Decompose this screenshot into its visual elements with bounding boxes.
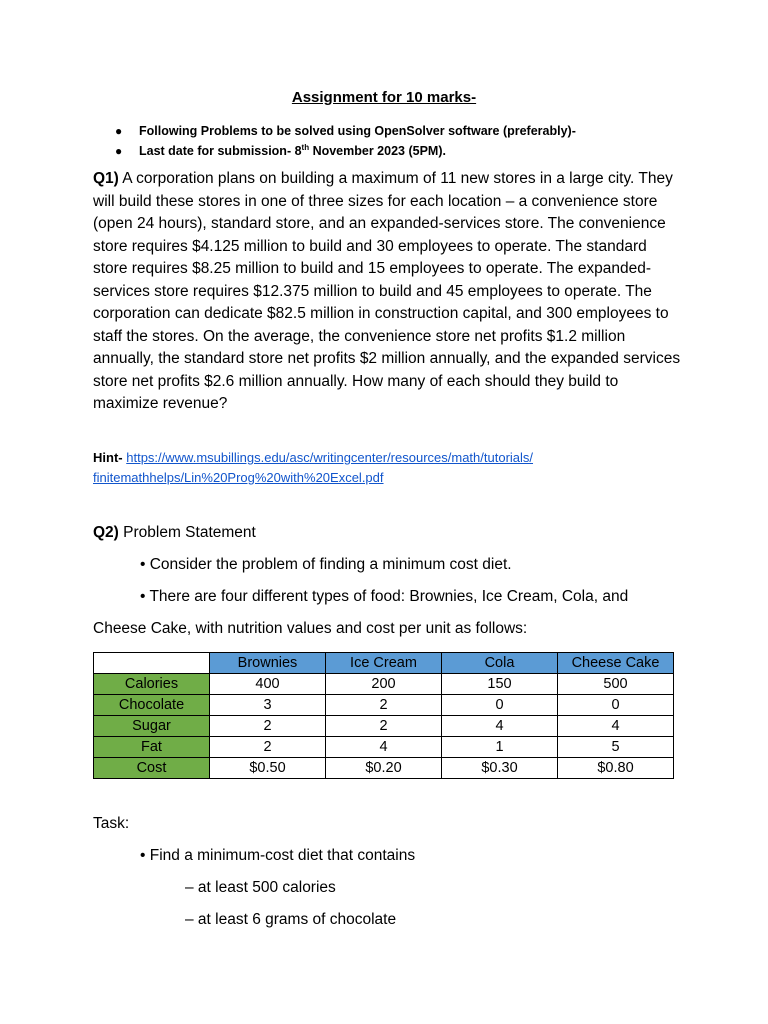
table-row — [94, 674, 674, 695]
deadline-text: Last date for submission- 8th November 2023 (5PM). — [139, 143, 446, 159]
table-cell: 0 — [442, 695, 558, 716]
column-header: Brownies — [210, 653, 326, 674]
hint — [93, 448, 683, 488]
table-cell: 4 — [442, 716, 558, 737]
instruction-item — [115, 141, 715, 161]
table-cell: 0 — [558, 695, 674, 716]
column-header: Cheese Cake — [558, 653, 674, 674]
table-cell: 200 — [326, 674, 442, 695]
hint-link[interactable]: https://www.msubillings.edu/asc/writingcenter/resources/math/tutorials/ finitemathhelps/Lin%20Prog%20with%20Excel.pdf — [93, 450, 534, 485]
question-2-continuation: Cheese Cake, with nutrition values and cost per unit as follows: — [93, 620, 528, 637]
table-cell: 2 — [326, 716, 442, 737]
table-cell: $0.20 — [326, 758, 442, 779]
question-1 — [93, 168, 683, 416]
row-header: Sugar — [94, 716, 210, 737]
table-cell: 4 — [558, 716, 674, 737]
table-cell: $0.80 — [558, 758, 674, 779]
question-2-point: • There are four different types of food: Brownies, Ice Cream, Cola, and — [140, 588, 629, 605]
table-cell: 500 — [558, 674, 674, 695]
row-header: Cost — [94, 758, 210, 779]
assignment-title: Assignment for 10 marks- — [291, 89, 477, 106]
bullet-icon: ● — [115, 124, 123, 138]
task-label: Task: — [93, 815, 130, 832]
table-cell: 2 — [326, 695, 442, 716]
table-cell: 5 — [558, 737, 674, 758]
table-cell: 2 — [210, 716, 326, 737]
instruction-item — [115, 121, 715, 141]
table-row — [94, 716, 674, 737]
table-cell: 150 — [442, 674, 558, 695]
table-row — [94, 758, 674, 779]
task-point: • Find a minimum-cost diet that contains — [140, 847, 416, 864]
nutrition-table — [93, 652, 674, 779]
instruction-list — [115, 121, 715, 161]
table-row — [94, 695, 674, 716]
task-requirement: – at least 500 calories — [185, 879, 336, 896]
task-requirement: – at least 6 grams of chocolate — [185, 911, 397, 928]
question-1-text: A corporation plans on building a maximum of 11 new stores in a large city. They will build these stores in one of three sizes for each location – a convenience store (open 24 hours), standard store, and an expanded-services store. The convenience store requires $4.125 million to build and 30 employees to operate. The standard store requires $8.25 million to build and 15 employees to operate. The expanded-services store requires $12.375 million to build and 45 employees to operate. The corporation can dedicate $82.5 million in construction capital, and 300 employees to staff the stores. On the average, the convenience store net profits $1.2 million annually, the standard store net profits $2 million annually, and the expanded services store net profits $2.6 million annually. How many of each should they build to maximize revenue? — [93, 170, 681, 412]
table-row — [94, 737, 674, 758]
table-cell: 2 — [210, 737, 326, 758]
bullet-icon: ● — [115, 144, 123, 158]
table-cell: 400 — [210, 674, 326, 695]
column-header: Ice Cream — [326, 653, 442, 674]
question-2-label: Q2) — [93, 524, 119, 541]
table-header-row — [94, 653, 674, 674]
question-2-point: • Consider the problem of finding a minimum cost diet. — [140, 556, 512, 573]
question-2-heading: Q2) Problem Statement — [93, 524, 256, 541]
instruction-text: Following Problems to be solved using OpenSolver software (preferably)- — [139, 124, 576, 138]
table-cell: 3 — [210, 695, 326, 716]
table-cell: 1 — [442, 737, 558, 758]
row-header: Fat — [94, 737, 210, 758]
column-header: Cola — [442, 653, 558, 674]
table-corner-cell — [94, 653, 210, 674]
table-cell: 4 — [326, 737, 442, 758]
table-cell: $0.50 — [210, 758, 326, 779]
question-1-label: Q1) — [93, 170, 119, 187]
hint-label: Hint- — [93, 450, 123, 465]
row-header: Chocolate — [94, 695, 210, 716]
row-header: Calories — [94, 674, 210, 695]
table-cell: $0.30 — [442, 758, 558, 779]
